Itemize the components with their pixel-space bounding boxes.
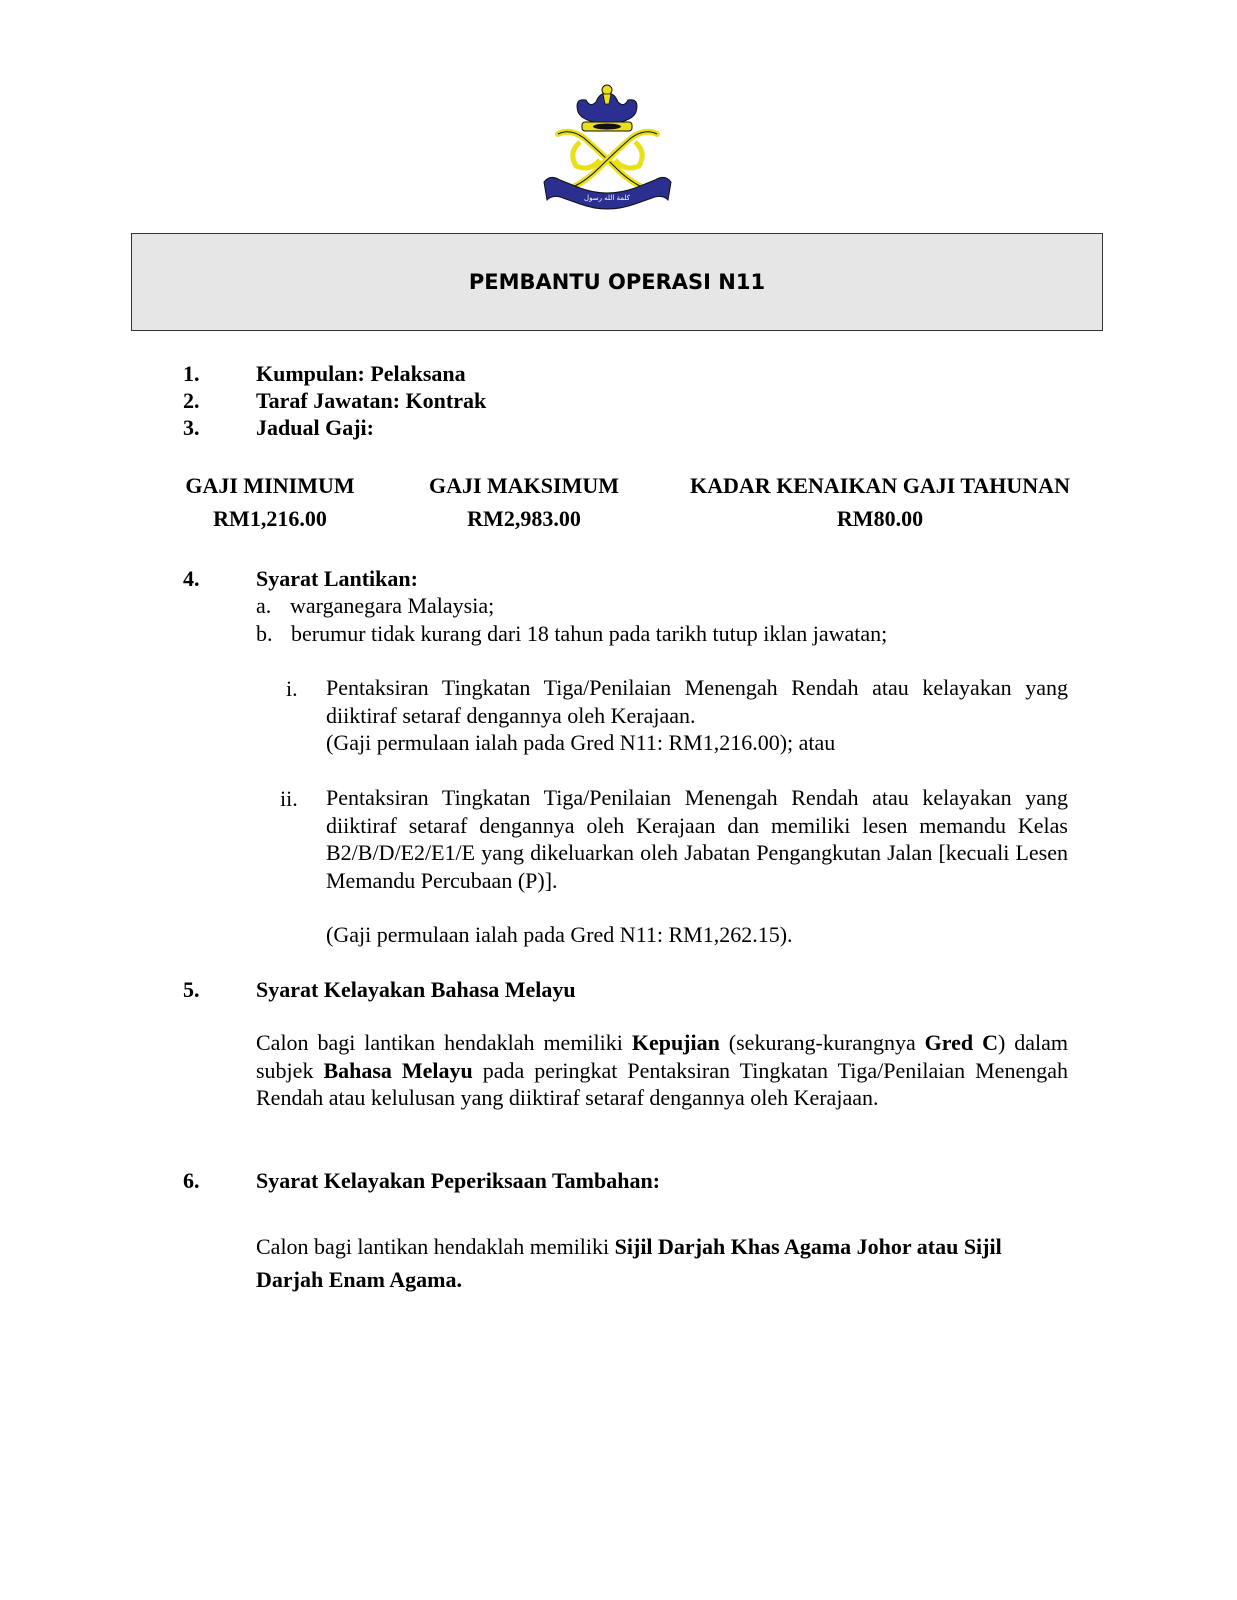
sijil-agama-text: Sijil Darjah Khas Agama Johor atau Sijil Darjah Enam Agama.	[256, 1234, 1002, 1292]
svg-text:كلمة الله رسول: كلمة الله رسول	[584, 194, 630, 202]
page-title: PEMBANTU OPERASI N11	[468, 270, 766, 294]
section-4-number: 4.	[183, 566, 200, 591]
bahasa-melayu-text: Bahasa Melayu	[323, 1057, 473, 1083]
section-5-paragraph: Calon bagi lantikan hendaklah memiliki Kepujian (sekurang-kurangnya Gred C) dalam subjek Bahasa Melayu pada peringkat Pentaksiran Tingkatan Tiga/Penilaian Menengah Rendah atau kelulusan yang diiktiraf setaraf dengannya oleh Kerajaan.	[256, 1030, 1068, 1110]
salary-increment-column	[668, 469, 1092, 535]
salary-max-column	[414, 469, 634, 535]
section-6-paragraph: Calon bagi lantikan hendaklah memiliki Sijil Darjah Khas Agama Johor atau Sijil Darjah Enam Agama.	[256, 1234, 1002, 1292]
item-2-label: Taraf Jawatan: Kontrak	[256, 388, 487, 413]
subcondition-ii-text: Pentaksiran Tingkatan Tiga/Penilaian Menengah Rendah atau kelayakan yang diiktiraf setaraf dengannya oleh Kerajaan dan memiliki lesen memandu Kelas B2/B/D/E2/E1/E yang dikeluarkan oleh Jabatan Pengangkutan Jalan [kecuali Lesen Memandu Percubaan (P)].	[326, 785, 1068, 893]
section-6-title: Syarat Kelayakan Peperiksaan Tambahan:	[256, 1168, 661, 1193]
subcondition-ii-label: ii.	[280, 786, 298, 811]
section-5-title: Syarat Kelayakan Bahasa Melayu	[256, 977, 576, 1002]
item-1-number: 1.	[183, 361, 200, 386]
condition-a-label: a.	[256, 593, 272, 618]
condition-a-text: warganegara Malaysia;	[290, 593, 495, 618]
salary-max-value: RM2,983.00	[467, 506, 581, 531]
subcondition-ii-note: (Gaji permulaan ialah pada Gred N11: RM1,262.15).	[326, 922, 793, 947]
condition-b-label: b.	[256, 621, 273, 646]
subcondition-i-note: (Gaji permulaan ialah pada Gred N11: RM1,216.00); atau	[326, 730, 836, 755]
salary-max-label: GAJI MAKSIMUM	[428, 473, 620, 498]
section-6-number: 6.	[183, 1168, 200, 1193]
gred-c-text: Gred C	[924, 1030, 998, 1055]
item-2-number: 2.	[183, 388, 200, 413]
item-1-label: Kumpulan: Pelaksana	[256, 361, 466, 386]
item-3-number: 3.	[183, 415, 200, 440]
salary-increment-value: RM80.00	[836, 506, 924, 531]
salary-increment-label: KADAR KENAIKAN GAJI TAHUNAN	[690, 473, 1070, 498]
section-4-title: Syarat Lantikan:	[256, 566, 418, 591]
subcondition-i-text: Pentaksiran Tingkatan Tiga/Penilaian Menengah Rendah atau kelayakan yang diiktiraf setaraf dengannya oleh Kerajaan.	[326, 675, 1068, 728]
subcondition-i-label: i.	[286, 676, 298, 701]
item-3-label: Jadual Gaji:	[256, 415, 374, 440]
crest-logo	[540, 82, 675, 214]
title-box	[131, 233, 1103, 331]
condition-b-text: berumur tidak kurang dari 18 tahun pada tarikh tutup iklan jawatan;	[291, 621, 888, 646]
salary-min-value: RM1,216.00	[213, 506, 327, 531]
section-5-number: 5.	[183, 977, 200, 1002]
kepujian-text: Kepujian	[631, 1030, 720, 1055]
salary-min-column	[170, 469, 370, 535]
salary-min-label: GAJI MINIMUM	[185, 473, 355, 498]
